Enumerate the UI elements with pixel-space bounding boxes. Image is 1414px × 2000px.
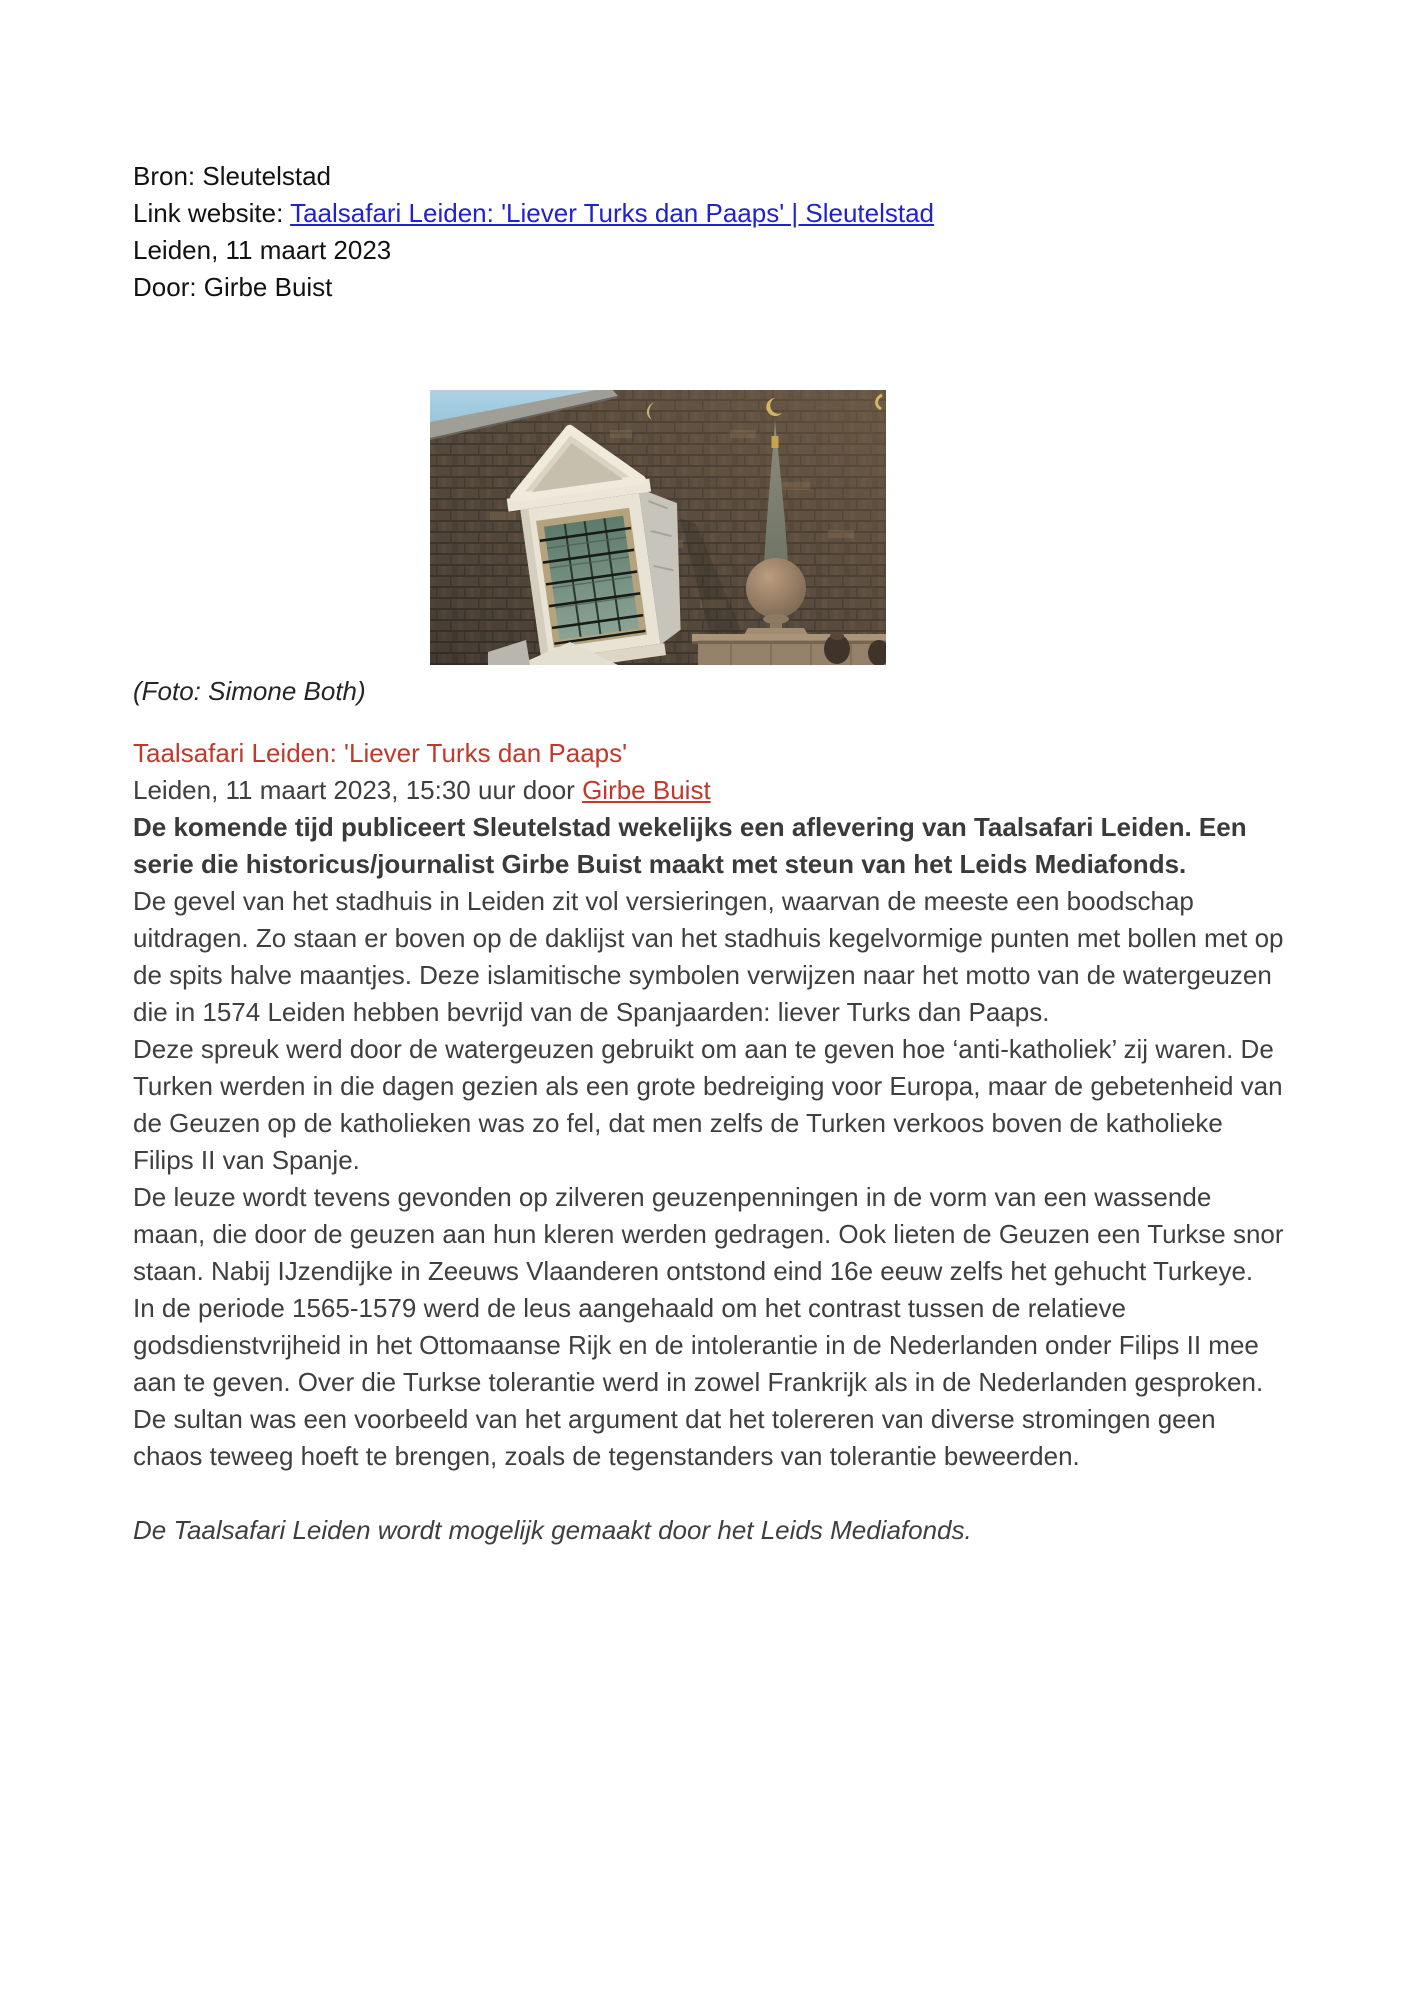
article-paragraph-3: De leuze wordt tevens gevonden op zilveren geuzenpenningen in de vorm van een wassende maan, die door de geuzen aan hun kleren werden gedragen. Ook lieten de Geuzen een Turkse snor staan. Nabij IJzendijke in Zeeuws Vlaanderen ontstond eind 16e eeuw zelfs het gehucht Turkeye. [133,1182,1284,1286]
dateline: Leiden, 11 maart 2023 [133,235,392,265]
photo-caption: (Foto: Simone Both) [133,676,366,706]
article-paragraph-1: De gevel van het stadhuis in Leiden zit vol versieringen, waarvan de meeste een boodschap uitdragen. Zo staan er boven op de daklijst van het stadhuis kegelvormige punten met bollen met op de spits halve maantjes. Deze islamitische symbolen verwijzen naar het motto van de watergeuzen die in 1574 Leiden hebben bevrijd van de Spanjaarden: liever Turks dan Paaps. [133,886,1284,1027]
roof-photo-illustration [430,390,886,665]
source-header [133,158,1284,306]
author-line: Door: Girbe Buist [133,272,333,302]
spire-ball [746,558,806,618]
article-title: Taalsafari Leiden: 'Liever Turks dan Paaps' [133,738,628,768]
article-intro: De komende tijd publiceert Sleutelstad wekelijks een aflevering van Taalsafari Leiden. Een serie die historicus/journalist Girbe Buist maakt met steun van het Leids Mediafonds. [133,812,1247,879]
link-line-label: Link website: [133,198,291,228]
article-body [133,735,1284,1549]
link-line [133,195,1284,232]
article-byline [133,772,1284,809]
article-photo [430,390,886,665]
byline-text: Leiden, 11 maart 2023, 15:30 uur door [133,775,583,805]
website-link[interactable]: Taalsafari Leiden: 'Liever Turks dan Paaps' | Sleutelstad [290,198,935,228]
author-link[interactable]: Girbe Buist [582,775,711,805]
article-paragraph-2: Deze spreuk werd door de watergeuzen gebruikt om aan te geven hoe ‘anti-katholiek’ zij waren. De Turken werden in die dagen gezien als een grote bedreiging voor Europa, maar de gebetenheid van de Geuzen op de katholieken was zo fel, dat men zelfs de Turken verkoos boven de katholieke Filips II van Spanje. [133,1034,1283,1175]
stone-cornice [692,632,886,665]
footer-note: De Taalsafari Leiden wordt mogelijk gemaakt door het Leids Mediafonds. [133,1515,972,1545]
article-paragraph-4: In de periode 1565-1579 werd de leus aangehaald om het contrast tussen de relatieve godsdienstvrijheid in het Ottomaanse Rijk en de intolerantie in de Nederlanden onder Filips II mee aan te geven. Over die Turkse tolerantie werd in zowel Frankrijk als in de Nederlanden gesproken. De sultan was een voorbeeld van het argument dat het tolereren van diverse stromingen geen chaos teweeg hoeft te brengen, zoals de tegenstanders van tolerantie beweerden. [133,1293,1264,1471]
source-line: Bron: Sleutelstad [133,161,332,191]
